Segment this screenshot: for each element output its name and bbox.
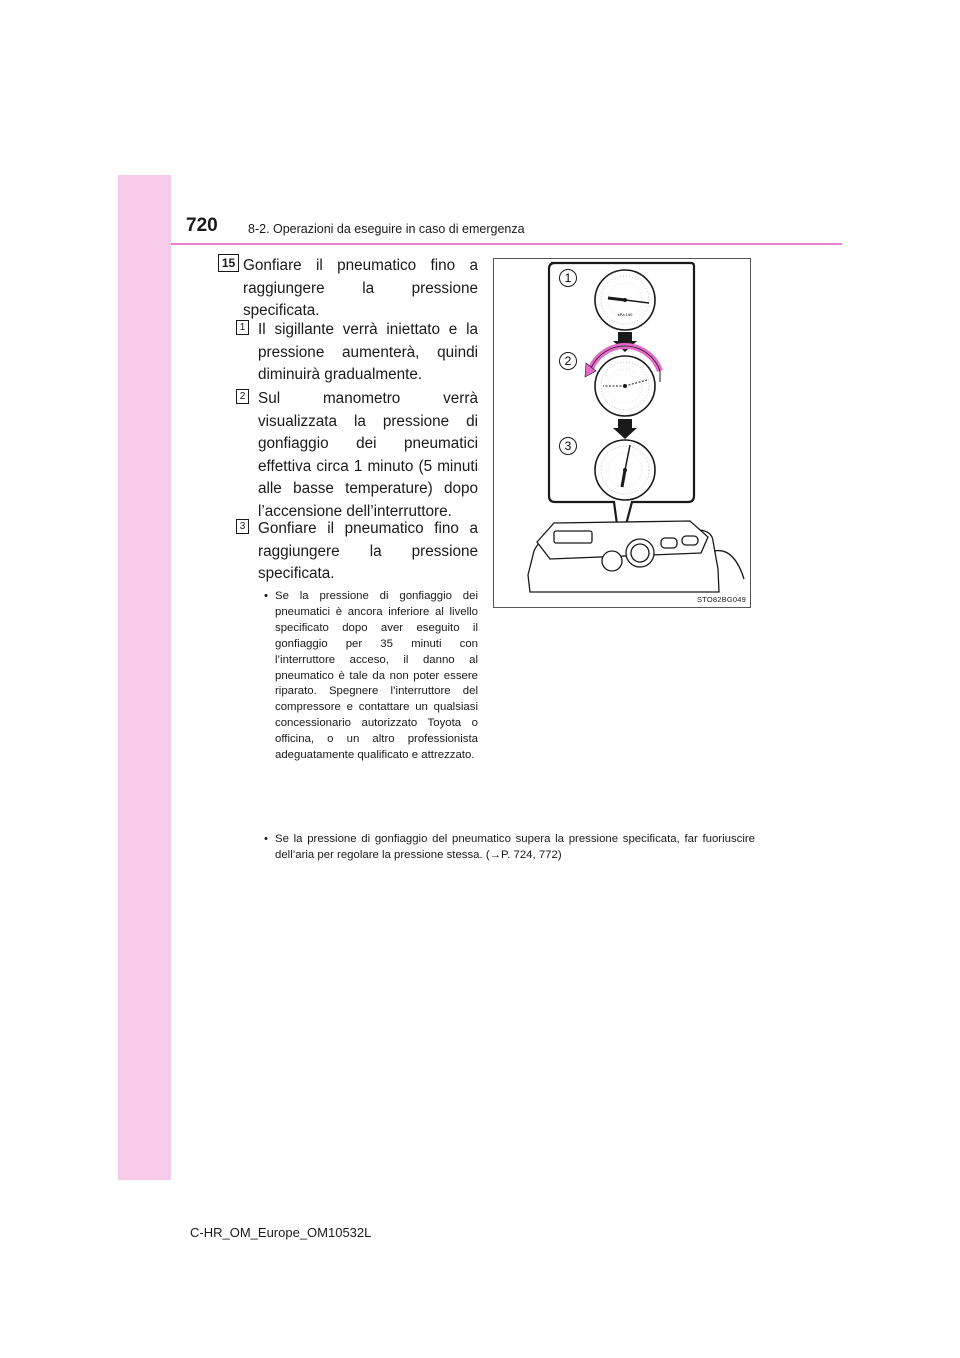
header-divider [171, 243, 842, 245]
note-over-pressure-text: Se la pressione di gonfiaggio del pneumatico supera la pressione specificata, far fuoriuscire dell’aria per regolare la pressione stessa. (→P. 724, 772) [275, 833, 755, 861]
substep-2-text: Sul manometro verrà visualizzata la pressione di gonfiaggio dei pneumatici effettiva circa 1 minuto (5 minuti alle basse temperature) dopo l’accensione dell’interruttore. [258, 390, 478, 520]
substep-1-text: Il sigillante verrà iniettato e la pressione aumenterà, quindi diminuirà gradualmente. [258, 321, 478, 383]
section-title: 8-2. Operazioni da eseguire in caso di emergenza [248, 222, 525, 236]
step-number-badge: 15 [218, 254, 239, 272]
note-over-pressure [264, 832, 755, 864]
substep-1-marker: 1 [236, 320, 249, 335]
substep-3-text: Gonfiare il pneumatico fino a raggiungere la pressione specificata. [258, 520, 478, 582]
compressor-gauge-figure [493, 258, 751, 608]
callout-2: 2 [564, 354, 572, 368]
gauge-illustration [494, 259, 750, 607]
document-id: C-HR_OM_Europe_OM10532L [190, 1225, 372, 1240]
callout-1: 1 [564, 271, 572, 285]
chapter-side-band [118, 175, 171, 1180]
bullet-icon: • [264, 833, 268, 845]
note-low-pressure-text: Se la pressione di gonfiaggio dei pneumatici è ancora inferiore al livello specificato dopo aver eseguito il gonfiaggio per 35 minuti con l’interruttore acceso, il danno al pneumatico è tale da non poter essere riparato. Spegnere l’interruttore del compressore e contattare un qualsiasi concessionario autorizzato Toyota o officina, o un altro professionista adeguatamente qualificato e attrezzato. [275, 590, 478, 762]
figure-code: STO82BG049 [697, 595, 746, 604]
substep-2-marker: 2 [236, 389, 249, 404]
note-low-pressure [264, 589, 478, 764]
bullet-icon: • [264, 590, 268, 602]
page-number: 720 [186, 215, 218, 236]
gauge-unit-label: kPa 100 [617, 312, 633, 317]
step-main-text: Gonfiare il pneumatico fino a raggiungere la pressione specificata. [243, 257, 478, 319]
substep-3-marker: 3 [236, 519, 249, 534]
callout-3: 3 [564, 439, 572, 453]
